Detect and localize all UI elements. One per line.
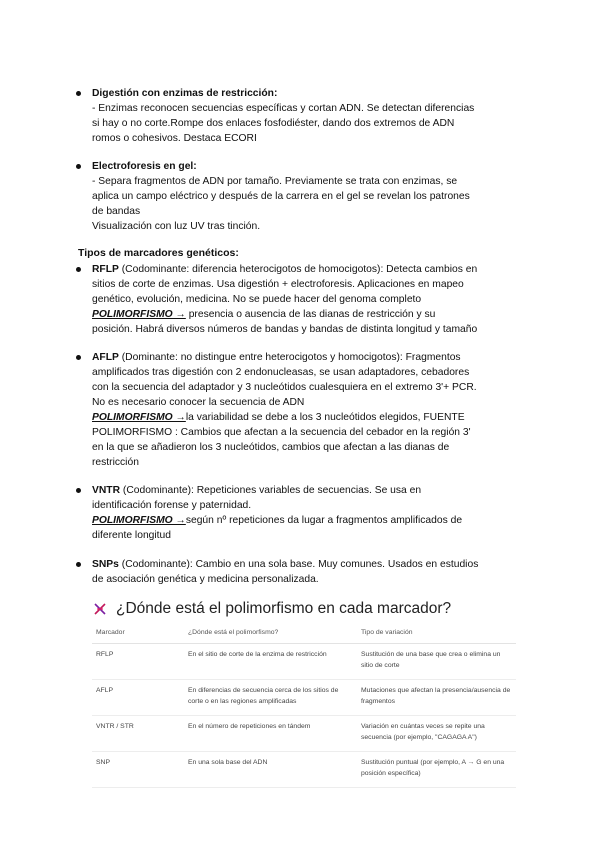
- electroforesis-title: Electroforesis en gel:: [92, 161, 197, 172]
- polimorfismo-label: POLIMORFISMO →: [92, 515, 186, 526]
- aflp-desc: (Dominante: no distingue entre heterocigotos y homocigotos): Fragmentos: [118, 352, 461, 363]
- digestion-line: si hay o no corte.Rompe dos enlaces fosfodiéster, dando dos extremos de ADN: [92, 118, 455, 129]
- rflp-section: [92, 262, 532, 337]
- polymorphism-table: [92, 624, 516, 788]
- col-header: Tipo de variación: [357, 624, 516, 644]
- rflp-desc: (Codominante: diferencia heterocigotos de homocigotos): Detecta cambios en: [118, 264, 478, 275]
- rflp-poly-line: posición. Habrá diversos números de bandas y bandas de distinta longitud y tamaño: [92, 324, 478, 335]
- table-cell: En una sola base del ADN: [184, 752, 357, 788]
- markers-heading: Tipos de marcadores genéticos:: [78, 247, 239, 259]
- table-header-row: [92, 624, 516, 644]
- electroforesis-line: - Separa fragmentos de ADN por tamaño. Previamente se trata con enzimas, se: [92, 176, 458, 187]
- snps-desc: (Codominante): Cambio en una sola base. Muy comunes. Usados en estudios: [118, 559, 479, 570]
- table-row: [92, 752, 516, 788]
- table-cell: Sustitución puntual (por ejemplo, A → G en una posición específica): [357, 752, 516, 788]
- electroforesis-section: [92, 159, 532, 234]
- table-row: [92, 680, 516, 716]
- bullet-icon: [76, 355, 81, 360]
- electroforesis-line: aplica un campo eléctrico y después de la carrera en el gel se revelan los patrones: [92, 191, 470, 202]
- table-title-text: ¿Dónde está el polimorfismo en cada marcador?: [116, 600, 452, 617]
- table-cell: RFLP: [92, 644, 184, 680]
- aflp-poly-line: en la que se añadieron los 3 nucleótidos, cambios que afectan a las dianas de: [92, 442, 450, 453]
- table-cell: En diferencias de secuencia cerca de los sitios de corte o en las regiones amplificadas: [184, 680, 357, 716]
- digestion-title: Digestión con enzimas de restricción:: [92, 88, 278, 99]
- aflp-line: con la secuencia del adaptador y 3 nucleótidos cualesquiera en el extremo 3'+ PCR.: [92, 382, 477, 393]
- aflp-line: amplificados tras digestión con 2 endonucleasas, se usan adaptadores, cebadores: [92, 367, 470, 378]
- rflp-line: sitios de corte de enzimas. Usa digestión + electroforesis. Aplicaciones en mapeo: [92, 279, 464, 290]
- aflp-poly-line: restricción: [92, 457, 139, 468]
- polimorfismo-label: POLIMORFISMO →: [92, 309, 186, 320]
- digestion-line: romos o cohesivos. Destaca ECORI: [92, 133, 257, 144]
- table-cell: SNP: [92, 752, 184, 788]
- vntr-section: [92, 483, 532, 543]
- electroforesis-line: Visualización con luz UV tras tinción.: [92, 221, 261, 232]
- aflp-section: [92, 350, 532, 470]
- rflp-line: genético, evolución, medicina. No se puede hacer del genoma completo: [92, 294, 422, 305]
- vntr-line: identificación forense y paternidad.: [92, 500, 252, 511]
- table-cell: En el sitio de corte de la enzima de restricción: [184, 644, 357, 680]
- vntr-name: VNTR: [92, 485, 121, 496]
- aflp-name: AFLP: [92, 352, 119, 363]
- vntr-poly: según nº repeticiones da lugar a fragmentos amplificados de: [185, 515, 463, 526]
- table-row: [92, 644, 516, 680]
- digestion-line: - Enzimas reconocen secuencias específicas y cortan ADN. Se detectan diferencias: [92, 103, 475, 114]
- table-cell: Mutaciones que afectan la presencia/ausencia de fragmentos: [357, 680, 516, 716]
- vntr-poly-line: diferente longitud: [92, 530, 172, 541]
- bullet-icon: [76, 267, 81, 272]
- table-cell: VNTR / STR: [92, 716, 184, 752]
- electroforesis-line: de bandas: [92, 206, 141, 217]
- dna-icon: [92, 601, 108, 617]
- col-header: Marcador: [92, 624, 184, 644]
- table-cell: En el número de repeticiones en tándem: [184, 716, 357, 752]
- snps-name: SNPs: [92, 559, 119, 570]
- snps-section: [92, 557, 532, 587]
- rflp-name: RFLP: [92, 264, 119, 275]
- table-title: [92, 600, 451, 618]
- aflp-poly-line: POLIMORFISMO : Cambios que afectan a la secuencia del cebador en la región 3': [92, 427, 471, 438]
- col-header: ¿Dónde está el polimorfismo?: [184, 624, 357, 644]
- table-cell: Variación en cuántas veces se repite una secuencia (por ejemplo, "CAGAGA A"): [357, 716, 516, 752]
- bullet-icon: [76, 164, 81, 169]
- snps-line: de asociación genética y medicina personalizada.: [92, 574, 319, 585]
- aflp-line: No es necesario conocer la secuencia de ADN: [92, 397, 305, 408]
- polimorfismo-label: POLIMORFISMO →: [92, 412, 186, 423]
- bullet-icon: [76, 562, 81, 567]
- table-row: [92, 716, 516, 752]
- table-cell: Sustitución de una base que crea o elimina un sitio de corte: [357, 644, 516, 680]
- vntr-desc: (Codominante): Repeticiones variables de secuencias. Se usa en: [120, 485, 422, 496]
- digestion-section: [92, 86, 532, 146]
- aflp-poly: la variabilidad se debe a los 3 nucleótidos elegidos, FUENTE: [185, 412, 465, 423]
- bullet-icon: [76, 488, 81, 493]
- table-cell: AFLP: [92, 680, 184, 716]
- rflp-poly: presencia o ausencia de las dianas de restricción y su: [185, 309, 436, 320]
- bullet-icon: [76, 91, 81, 96]
